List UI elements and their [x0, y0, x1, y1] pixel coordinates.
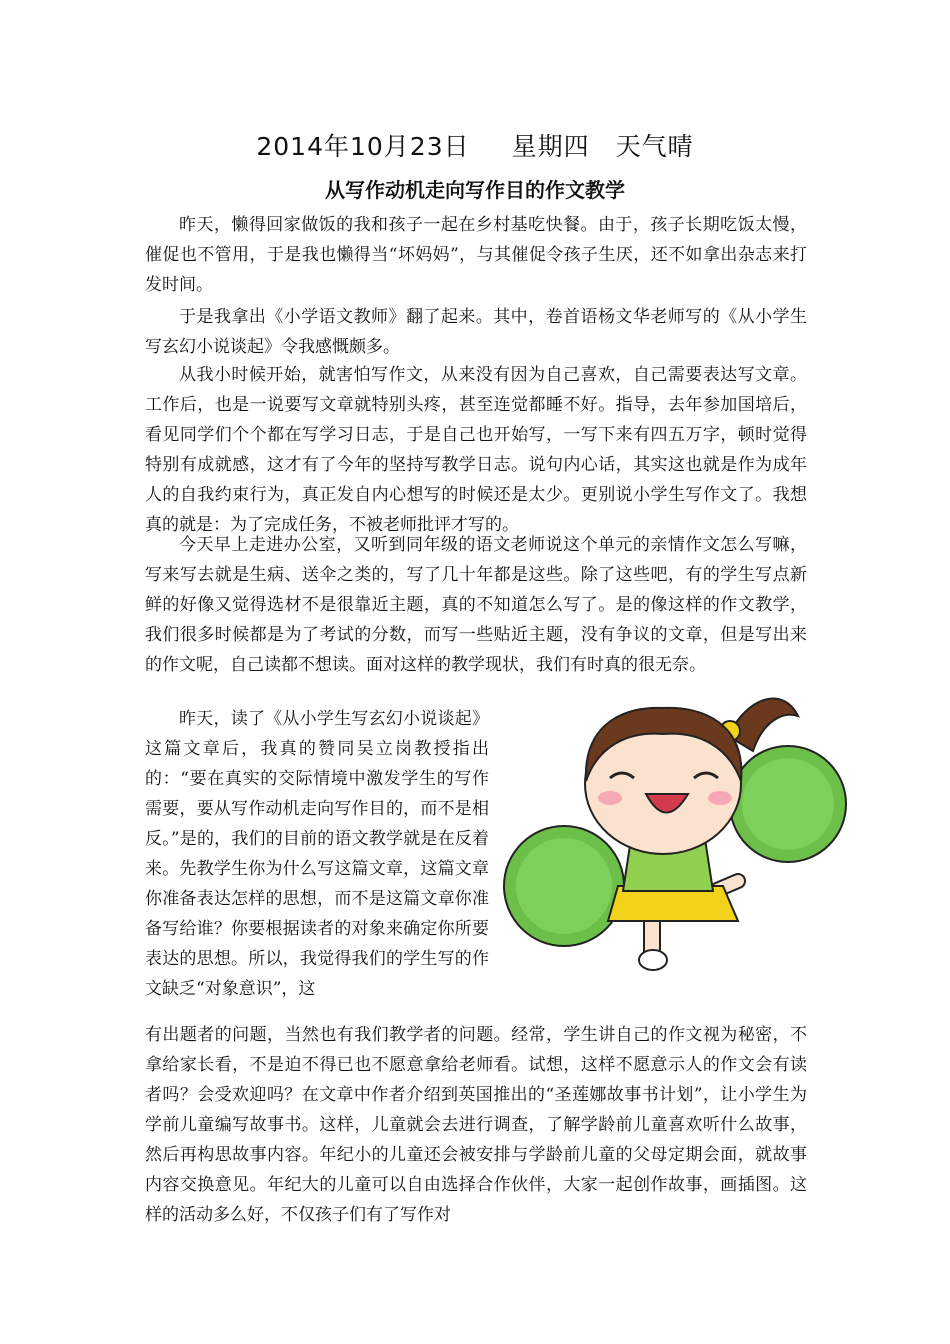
paragraph-2: 于是我拿出《小学语文教师》翻了起来。其中，卷首语杨文华老师写的《从小学生写玄幻小说谈起》令我感慨颇多。: [145, 307, 807, 357]
paragraph-6: 有出题者的问题，当然也有我们教学者的问题。经常，学生讲自己的作文视为秘密，不拿给家长看，不是迫不得已也不愿意拿给老师看。试想，这样不愿意示人的作文会有读者吗？会受欢迎吗？在文章中作者介绍到英国推出的“圣莲娜故事书计划”，让小学生为学前儿童编写故事书。这样，儿童就会去进行调查，了解学龄前儿童喜欢听什么故事，然后再构思故事内容。年纪小的儿童还会被安排与学龄前儿童的父母定期会面，就故事内容交换意见。年纪大的儿童可以自由选择合作伙伴，大家一起创作故事，画插图。这样的活动多么好，不仅孩子们有了写作对: [145, 1025, 807, 1225]
paragraph-4: 今天早上走进办公室，又听到同年级的语文老师说这个单元的亲情作文怎么写嘛，写来写去就是生病、送伞之类的，写了几十年都是这些。除了这些吧，有的学生写点新鲜的好像又觉得选材不是很靠近主题，真的不知道怎么写了。是的像这样的作文教学，我们很多时候都是为了考试的分数，而写一些贴近主题，没有争议的文章，但是写出来的作文呢，自己读都不想读。面对这样的教学现状，我们有时真的很无奈。: [145, 535, 807, 675]
paragraph-5: 昨天，读了《从小学生写玄幻小说谈起》这篇文章后，我真的赞同吴立岗教授指出的：“要在真实的交际情境中激发学生的写作需要，要从写作动机走向写作目的，而不是相反。”是的，我们的目前的语文教学就是在反着来。先教学生你为什么写这篇文章，这篇文章你准备表达怎样的思想，而不是这篇文章你准备写给谁？你要根据读者的对象来确定你所要表达的思想。所以，我觉得我们的学生写的作文缺乏“对象意识”，这: [145, 709, 489, 999]
weather-text: 天气晴: [615, 132, 694, 161]
cheerleader-girl-illustration: [498, 676, 850, 976]
article-title: 从写作动机走向写作目的作文教学: [325, 178, 625, 202]
paragraph-1: 昨天，懒得回家做饭的我和孩子一起在乡村基吃快餐。由于，孩子长期吃饭太慢，催促也不管用，于是我也懒得当“坏妈妈”，与其催促令孩子生厌，还不如拿出杂志来打发时间。: [145, 215, 807, 295]
paragraph-3: 从我小时候开始，就害怕写作文，从来没有因为自己喜欢，自己需要表达写文章。工作后，也是一说要写文章就特别头疼，甚至连觉都睡不好。指导，去年参加国培后，看见同学们个个都在写学习日志，于是自己也开始写，一写下来有四五万字，顿时觉得特别有成就感，这才有了今年的坚持写教学日志。说句内心话，其实这也就是作为成年人的自我约束行为，真正发自内心想写的时候还是太少。更别说小学生写作文了。我想真的就是：为了完成任务，不被老师批评才写的。: [145, 365, 807, 535]
date-line: [0, 127, 950, 163]
weekday-text: 星期四: [511, 132, 590, 161]
date-text: 2014年10月23日: [256, 132, 470, 161]
